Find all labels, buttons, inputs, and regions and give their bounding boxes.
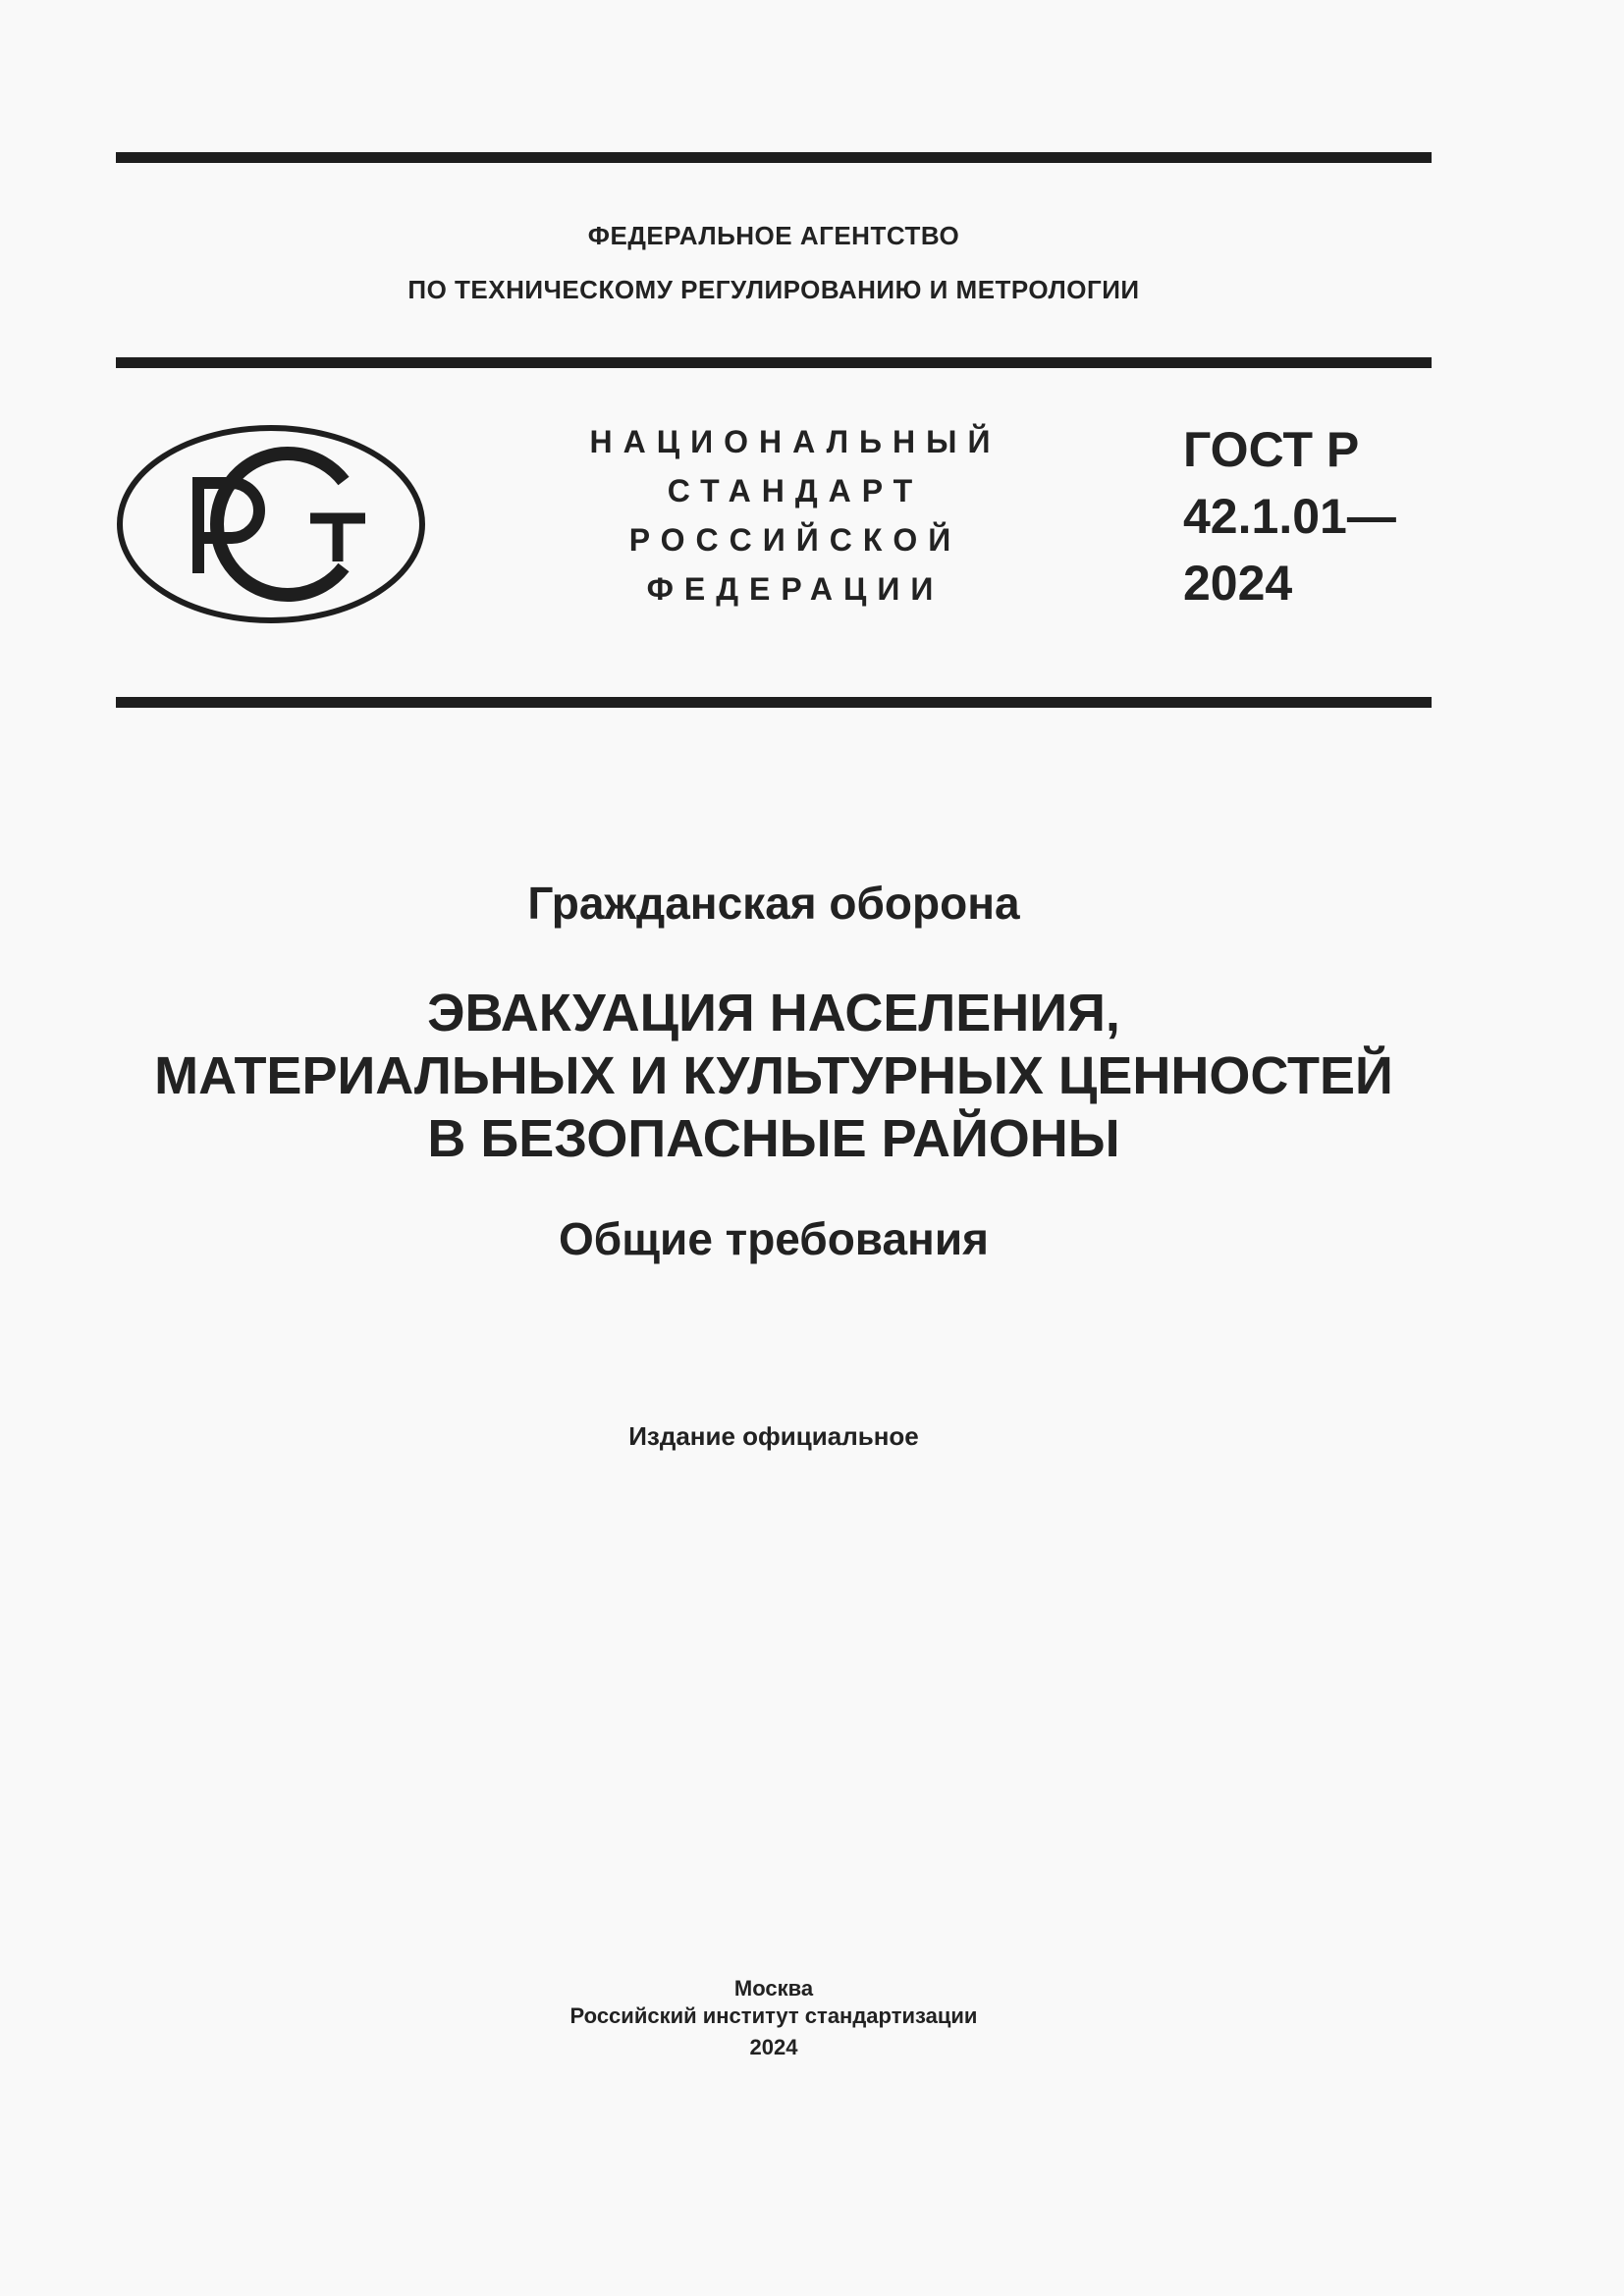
designation-line-3: 2024 — [1183, 556, 1293, 611]
imprint-city: Москва — [733, 1976, 814, 2001]
imprint-year: 2024 — [749, 2035, 798, 2059]
standard-label-line-3: РОССИЙСКОЙ — [628, 522, 962, 558]
standard-label-line-4: ФЕДЕРАЦИИ — [646, 571, 945, 607]
designation-rule — [116, 697, 1432, 708]
top-rule — [116, 152, 1432, 163]
imprint-publisher: Российский институт стандартизации — [569, 2003, 978, 2028]
edition-note: Издание официальное — [628, 1421, 919, 1451]
document-title-line-2: МАТЕРИАЛЬНЫХ И КУЛЬТУРНЫХ ЦЕННОСТЕЙ — [154, 1046, 1393, 1105]
agency-name-line-2: ПО ТЕХНИЧЕСКОМУ РЕГУЛИРОВАНИЮ И МЕТРОЛОГИИ — [407, 275, 1140, 304]
standard-label-line-1: НАЦИОНАЛЬНЫЙ — [589, 424, 1001, 459]
header-rule — [116, 357, 1432, 368]
document-subject: Гражданская оборона — [527, 878, 1020, 929]
standard-label-line-2: СТАНДАРТ — [667, 473, 924, 508]
designation-line-2: 42.1.01— — [1183, 489, 1396, 544]
document-subtitle: Общие требования — [559, 1213, 989, 1264]
agency-name-line-1: ФЕДЕРАЛЬНОЕ АГЕНТСТВО — [587, 221, 960, 250]
document-title-line-3: В БЕЗОПАСНЫЕ РАЙОНЫ — [427, 1109, 1120, 1168]
document-title-line-1: ЭВАКУАЦИЯ НАСЕЛЕНИЯ, — [427, 984, 1120, 1042]
rst-logo-icon — [116, 424, 426, 624]
designation-line-1: ГОСТ Р — [1183, 422, 1360, 477]
